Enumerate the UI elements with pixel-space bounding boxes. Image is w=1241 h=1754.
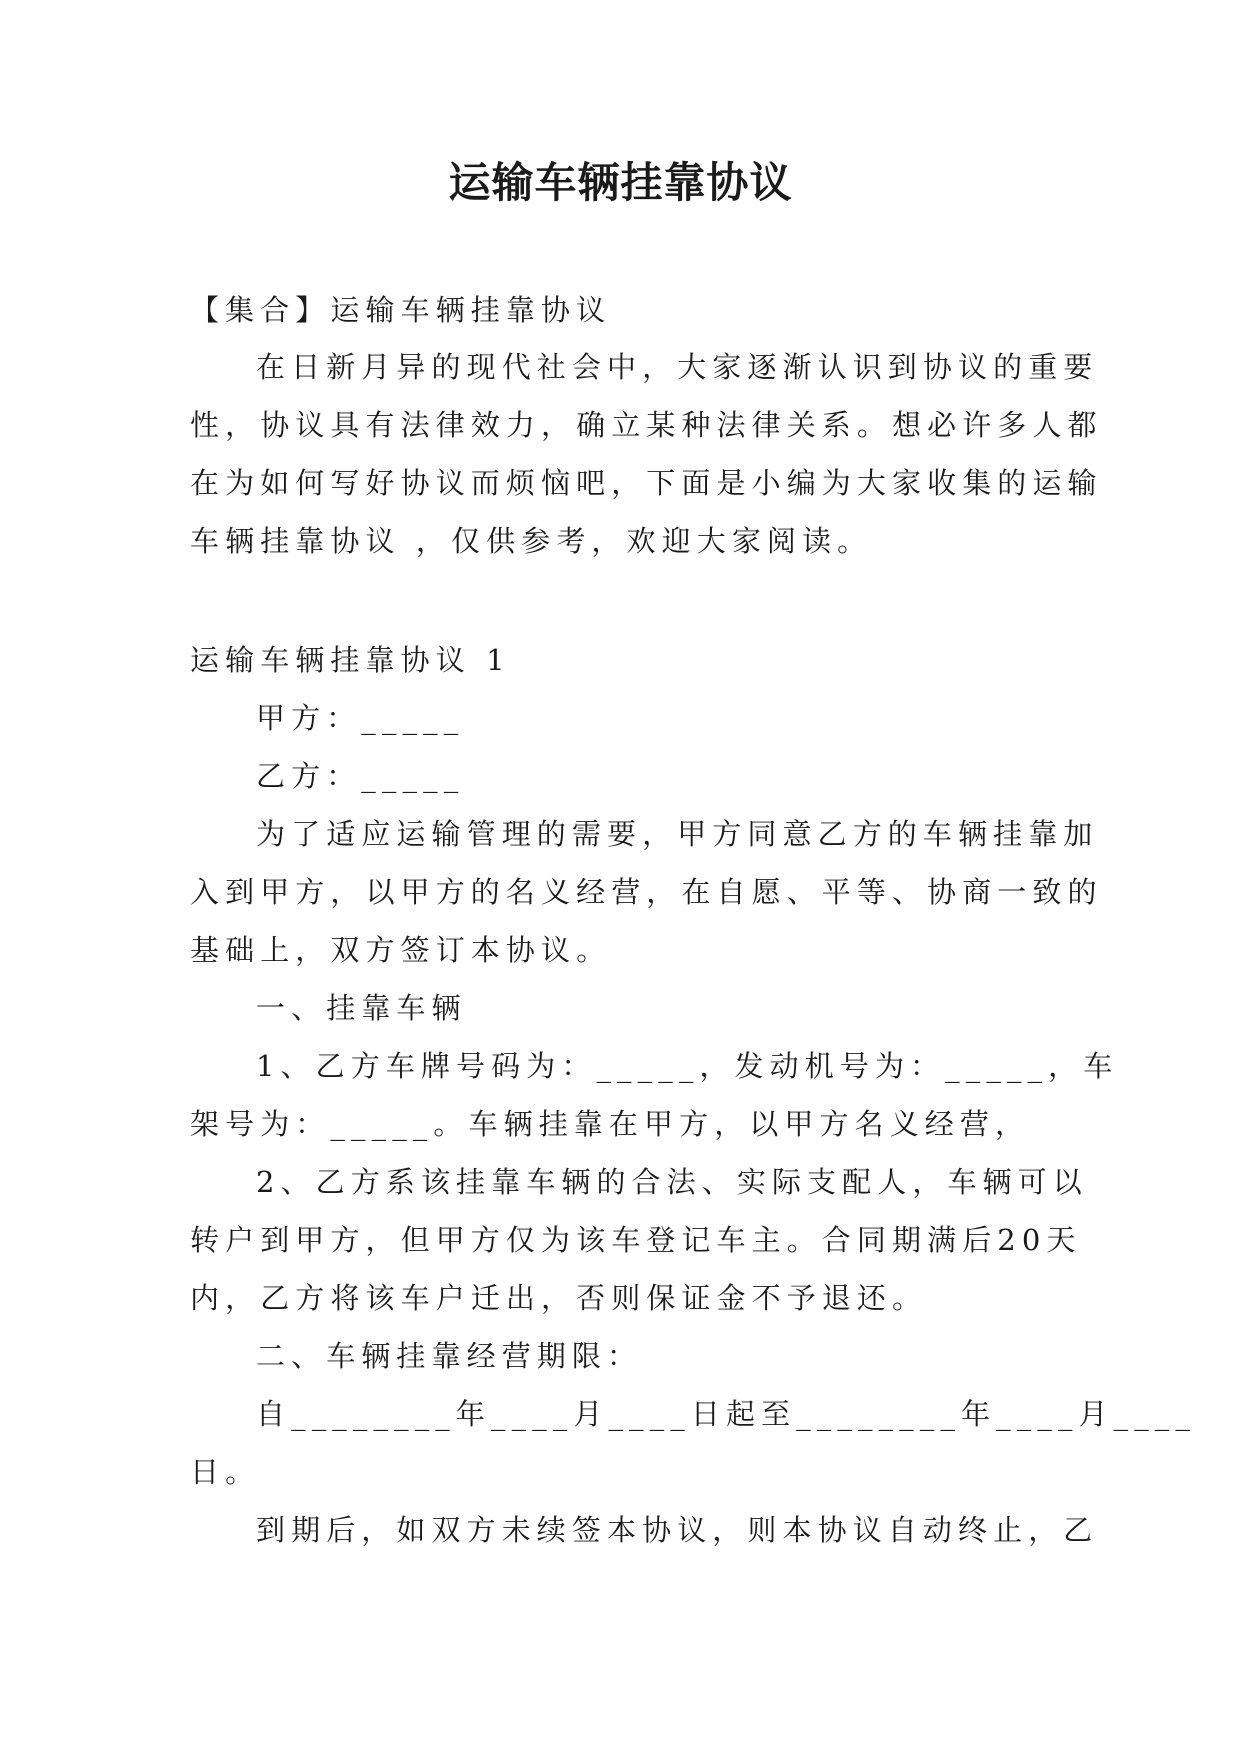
party-b-line: 乙方：_____ (256, 759, 465, 793)
term-dates-line-2: 日。 (190, 1455, 261, 1489)
clause-1-item-2-line-2: 转户到甲方，但甲方仅为该车登记车主。合同期满后20天 (190, 1223, 1082, 1257)
party-a-line: 甲方：_____ (256, 701, 465, 735)
intro-line-1: 在日新月异的现代社会中，大家逐渐认识到协议的重要 (256, 350, 1099, 384)
clause-heading-2: 二、车辆挂靠经营期限： (256, 1339, 643, 1373)
purpose-line-2: 入到甲方，以甲方的名义经营，在自愿、平等、协商一致的 (190, 875, 1103, 909)
clause-1-item-2-line-3: 内，乙方将该车户迁出，否则保证金不予退还。 (190, 1281, 928, 1315)
purpose-line-1: 为了适应运输管理的需要，甲方同意乙方的车辆挂靠加 (256, 817, 1099, 851)
intro-line-3: 在为如何写好协议而烦恼吧，下面是小编为大家收集的运输 (190, 466, 1103, 500)
clause-1-item-1-line-2: 架号为：_____。车辆挂靠在甲方，以甲方名义经营， (190, 1107, 1031, 1141)
clause-1-item-2-line-1: 2、乙方系该挂靠车辆的合法、实际支配人，车辆可以 (256, 1165, 1088, 1199)
purpose-line-3: 基础上，双方签订本协议。 (190, 933, 612, 967)
intro-line-2: 性，协议具有法律效力，确立某种法律关系。想必许多人都 (190, 408, 1103, 442)
term-dates-line-1: 自________年____月____日起至________年____月____ (256, 1397, 1196, 1431)
clause-1-item-1-line-1: 1、乙方车牌号码为：_____，发动机号为：_____，车 (256, 1049, 1119, 1083)
expiry-line-1: 到期后，如双方未续签本协议，则本协议自动终止，乙 (256, 1513, 1099, 1547)
document-title: 运输车辆挂靠协议 (448, 158, 793, 207)
intro-line-4: 车辆挂靠协议 ，仅供参考，欢迎大家阅读。 (190, 524, 873, 558)
section-heading-agreement-1: 运输车辆挂靠协议 1 (190, 643, 511, 677)
subtitle-line: 【集合】运输车辆挂靠协议 (190, 293, 612, 327)
clause-heading-1: 一、挂靠车辆 (256, 991, 467, 1025)
